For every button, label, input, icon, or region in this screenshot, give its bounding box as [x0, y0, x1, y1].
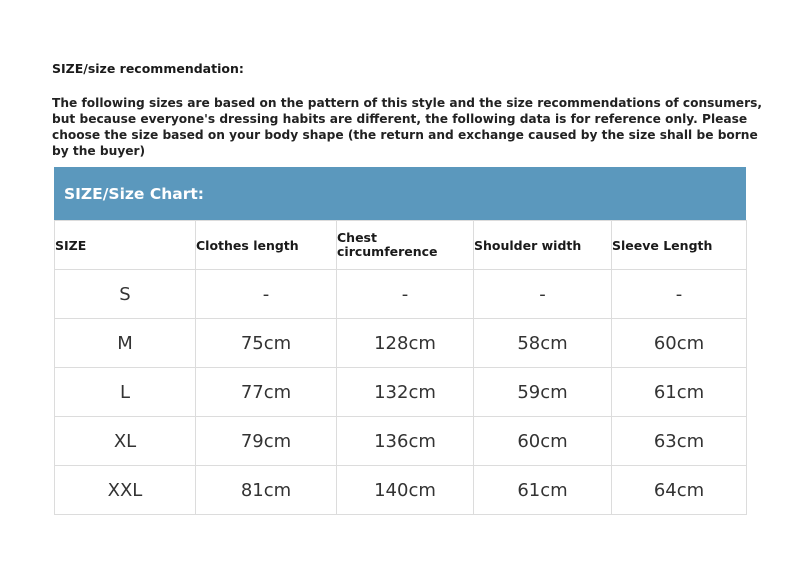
- table-row: [55, 417, 747, 466]
- row-sleeve-cell: 63cm: [612, 417, 747, 466]
- row-chest-cell: 128cm: [337, 319, 474, 368]
- table-header-row: [55, 221, 747, 270]
- row-chest-cell: -: [337, 270, 474, 319]
- row-shoulder-cell: -: [474, 270, 612, 319]
- row-length-cell: -: [196, 270, 337, 319]
- size-disclaimer-text: The following sizes are based on the pattern of this style and the size recommendations of consumers, but because everyone's dressing habits are different, the following data is for reference only. Please choose the size based on your body shape (the return and exchange caused by the size shall be borne by the buyer): [52, 96, 762, 158]
- row-size-cell: M: [55, 319, 196, 368]
- header-sleeve-length: Sleeve Length: [612, 221, 747, 270]
- header-chest-circumference: [337, 221, 474, 270]
- row-chest-cell: 136cm: [337, 417, 474, 466]
- row-length-cell: 79cm: [196, 417, 337, 466]
- row-chest-cell: 140cm: [337, 466, 474, 515]
- size-recommendation-heading: SIZE/size recommendation:: [52, 61, 244, 76]
- header-clothes-length: Clothes length: [196, 221, 337, 270]
- table-row: [55, 319, 747, 368]
- row-length-cell: 81cm: [196, 466, 337, 515]
- table-row: [55, 368, 747, 417]
- size-chart-title-bar: [54, 167, 746, 220]
- row-sleeve-cell: 61cm: [612, 368, 747, 417]
- row-shoulder-cell: 60cm: [474, 417, 612, 466]
- header-shoulder-width: Shoulder width: [474, 221, 612, 270]
- size-table: [54, 220, 747, 515]
- row-size-cell: XXL: [55, 466, 196, 515]
- row-size-cell: XL: [55, 417, 196, 466]
- row-length-cell: 75cm: [196, 319, 337, 368]
- header-chest-line2: circumference: [337, 244, 438, 259]
- row-sleeve-cell: 64cm: [612, 466, 747, 515]
- row-shoulder-cell: 61cm: [474, 466, 612, 515]
- row-chest-cell: 132cm: [337, 368, 474, 417]
- size-chart-title: SIZE/Size Chart:: [64, 184, 204, 203]
- header-size: SIZE: [55, 221, 196, 270]
- row-size-cell: L: [55, 368, 196, 417]
- table-row: [55, 270, 747, 319]
- header-chest-line1: Chest: [337, 230, 377, 245]
- row-sleeve-cell: 60cm: [612, 319, 747, 368]
- row-size-cell: S: [55, 270, 196, 319]
- row-shoulder-cell: 59cm: [474, 368, 612, 417]
- size-chart: [54, 167, 746, 515]
- row-sleeve-cell: -: [612, 270, 747, 319]
- table-row: [55, 466, 747, 515]
- row-shoulder-cell: 58cm: [474, 319, 612, 368]
- row-length-cell: 77cm: [196, 368, 337, 417]
